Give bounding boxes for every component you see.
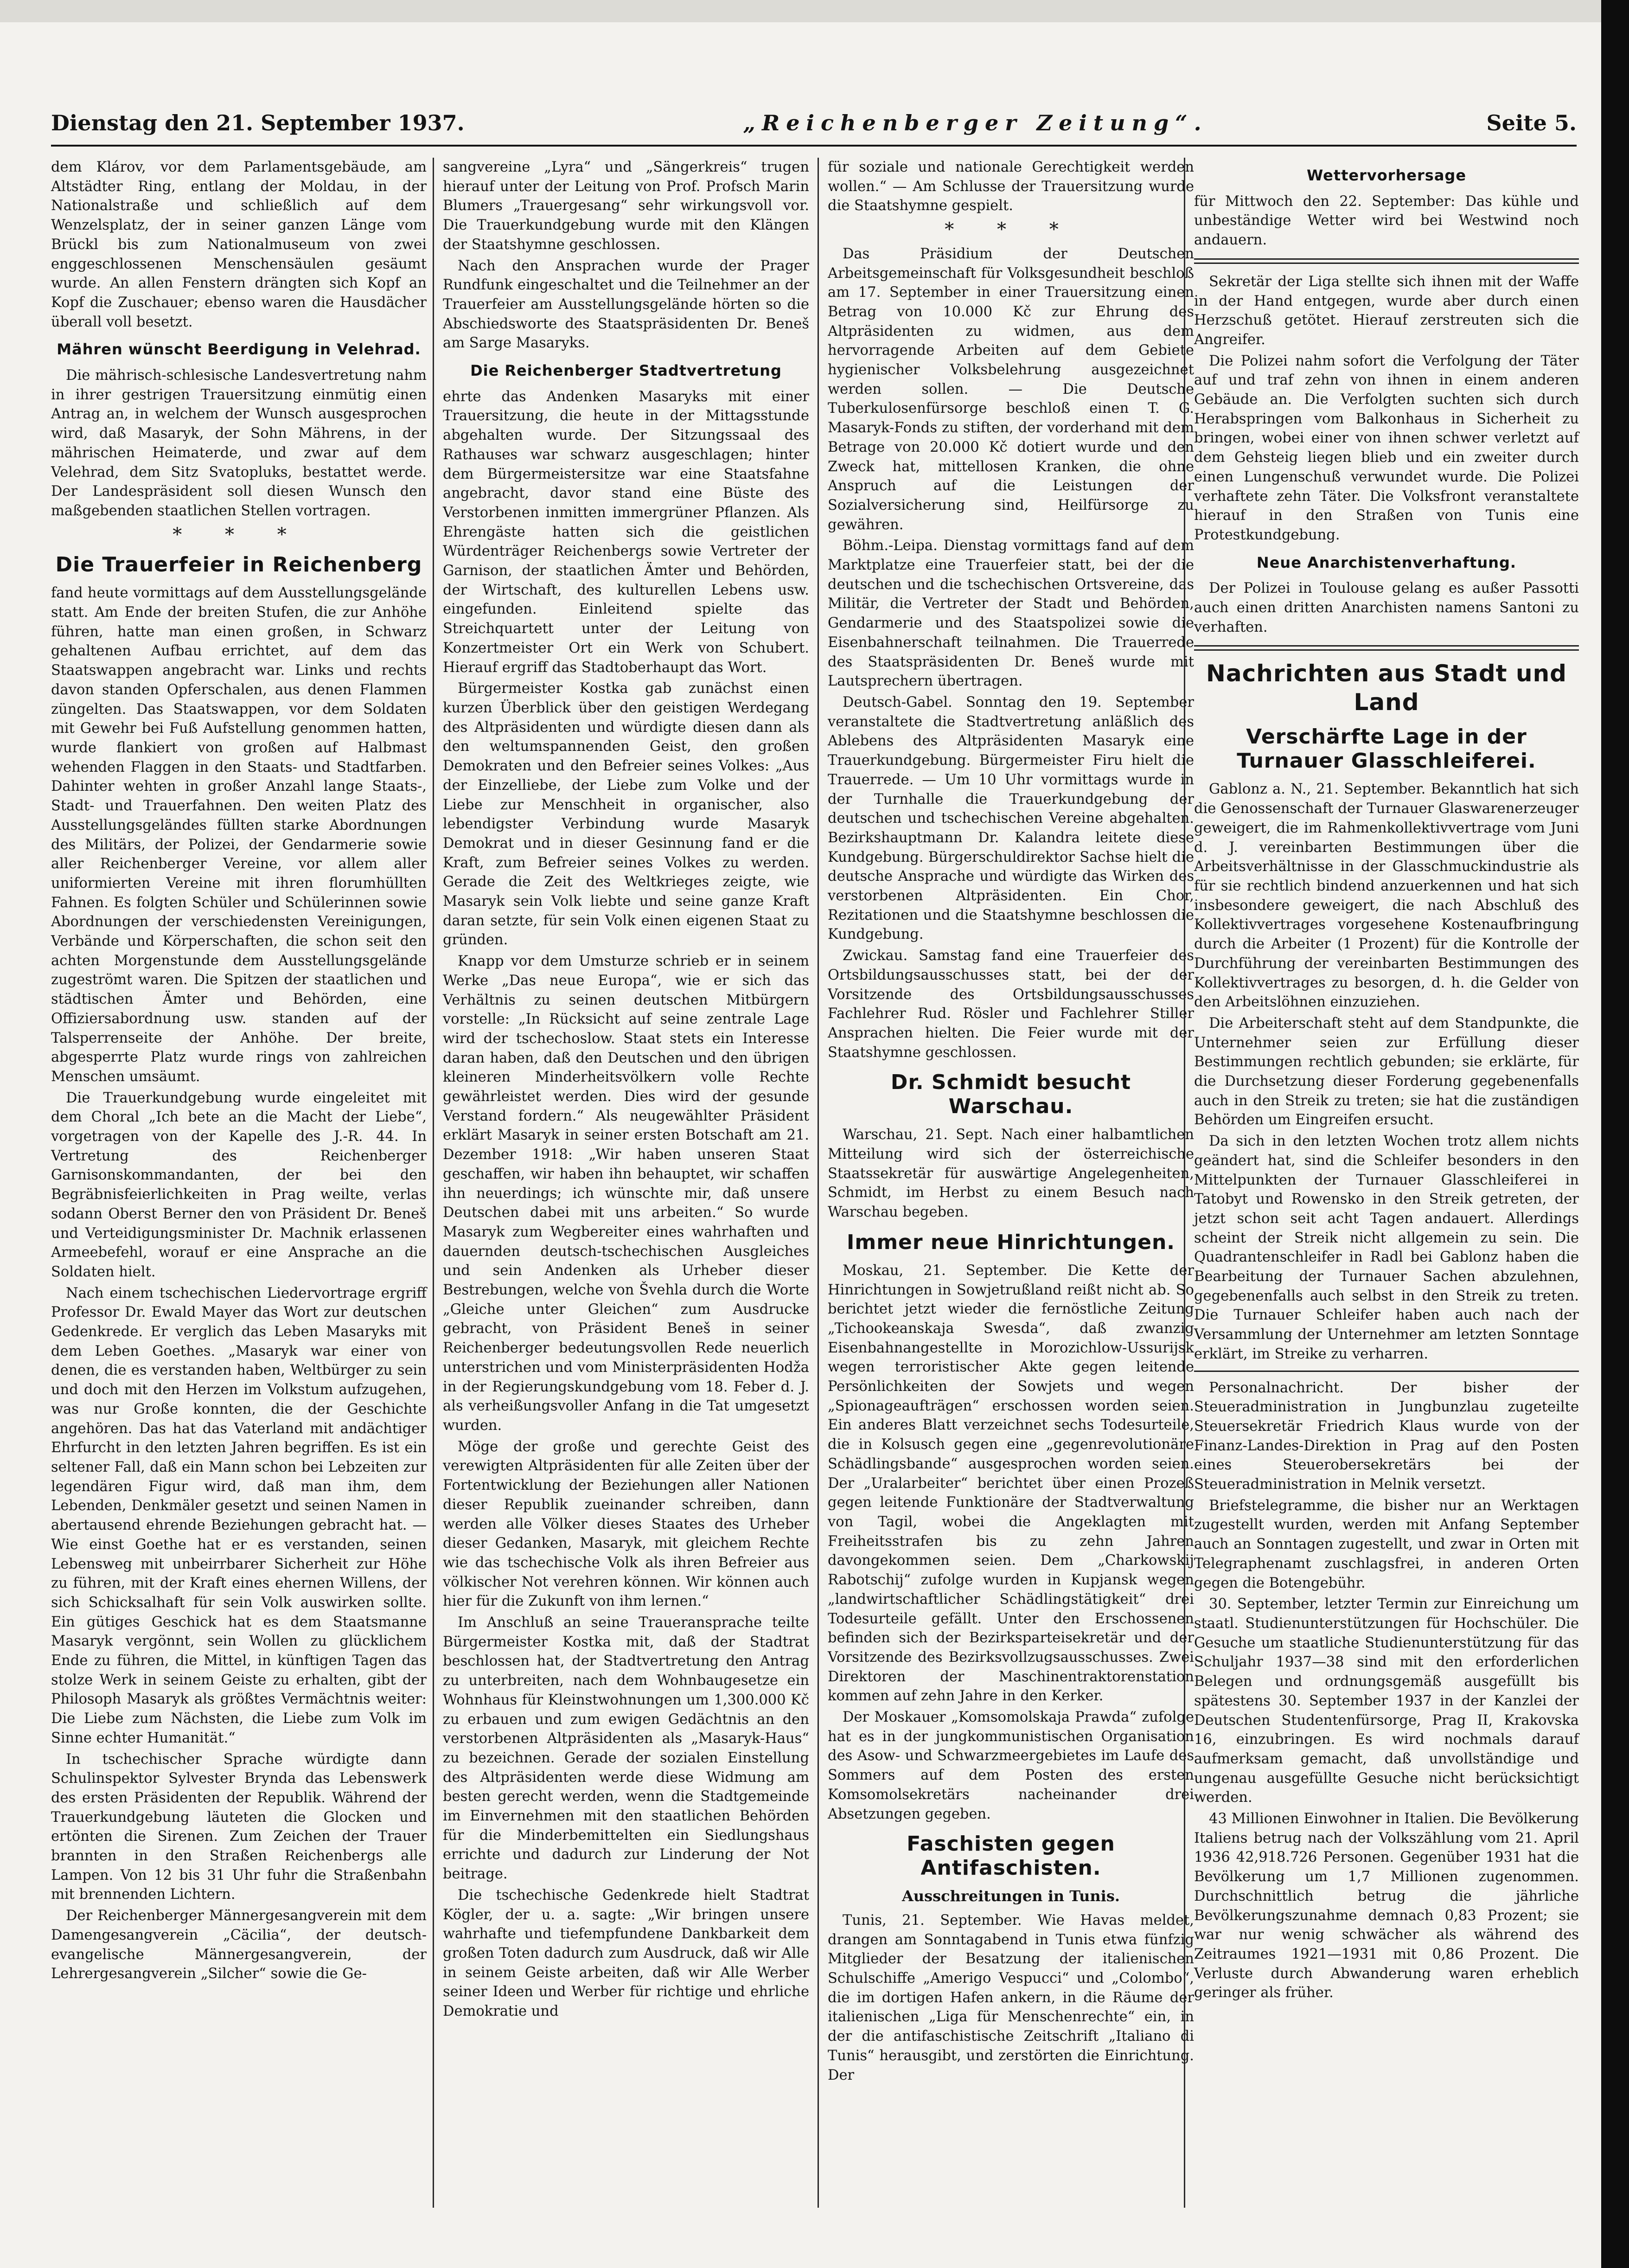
section-separator: * * * [172,524,305,545]
section-rule [1194,1371,1579,1372]
weather-forecast: für Mittwoch den 22. September: Das kühle und unbeständige Wetter wird bei Westwind noch andauern. [1194,193,1579,249]
section-rule [1194,645,1579,651]
header-rule [51,145,1577,147]
scan-right-edge [1601,0,1629,2268]
article-paragraph: für soziale und nationale Gerechtigkeit werden wollen.“ — Am Schlusse der Trauersitzung wurde die Staatshymne gespielt. [828,159,1194,214]
article-paragraph: Bürgermeister Kostka gab zunächst einen kurzen Überblick über den geistigen Werdegang des Altpräsidenten und würdigte diesen dann als den weltumspannenden Geist, den großen Demokraten und den Befreier seines Volkes: „Aus der Einzelliebe, der Liebe zum Volke und der Liebe zur Menschheit in organischer, also lebendigster Verbindung wurde Masaryk Demokrat und in dieser Gesinnung fand er die Kraft, zum Befreier seines Volkes zu werden. Gerade die Zeit des Weltkrieges zeigte, wie Masaryk sein Volk liebte und seine ganze Kraft daran setzte, für sein Volk einen eigenen Staat zu gründen. [443,680,809,948]
news-item: 43 Millionen Einwohner in Italien. Die Bevölkerung Italiens betrug nach der Volkszählung vom 21. April 1936 42,918.726 Personen. Gegenüber 1931 hat die Bevölkerung um 1,7 Millionen zugenommen. Durchschnittlich betrug die jährliche Bevölkerungszunahme demnach 0,83 Prozent; sie war nur wenig schwächer als während des Zeitraumes 1921—1931 mit 0,86 Prozent. Die Verluste durch Abwanderung waren erheblich geringer als früher. [1194,1811,1579,2001]
article-paragraph: Warschau, 21. Sept. Nach einer halbamtlichen Mitteilung wird sich der österreichische Staatssekretär für auswärtige Angelegenheiten, Schmidt, im Herbst zu einem Besuch nach Warschau begeben. [828,1127,1194,1221]
article-paragraph: Im Anschluß an seine Traueransprache teilte Bürgermeister Kostka mit, daß der Stadtrat beschlossen hat, der Stadtvertretung den Antrag zu unterbreiten, nach dem Wohnbaugesetze ein Wohnhaus für Kleinstwohnungen um 1,300.000 Kč zu erbauen und zum ewigen Gedächtnis an den verstorbenen Altpräsidenten als „Masaryk-Haus“ zu bezeichnen. Gerade der sozialen Einstellung des Altpräsidenten werde diese Widmung am besten gerecht werden, wenn die Stadtgemeinde im Einvernehmen mit den staatlichen Behörden für die Minderbemittelten ein Siedlungshaus errichte und dadurch zur Linderung der Not beitrage. [443,1615,809,1883]
header-date: Dienstag den 21. September 1937. [51,110,465,135]
news-item: Personalnachricht. Der bisher der Steueradministration in Jungbunzlau zugeteilte Steuersekretär Friedrich Klaus wurde von der Finanz-Landes-Direktion in Prag auf den Posten eines Steuerobersekretärs bei der Steueradministration in Melnik versetzt. [1194,1379,1579,1493]
article-paragraph: Da sich in den letzten Wochen trotz allem nichts geändert hat, sind die Schleifer besonders in den Mittelpunkten der Turnauer Glasschleiferei in Tatobyt und Rowensko in den Streik getreten, der jetzt schon seit acht Tagen andauert. Allerdings scheint der Streik nicht allgemein zu sein. Die Quadrantenschleifer in Radl bei Gablonz haben die Bearbeitung der Turnauer Sachen abzulehnen, gegebenenfalls auch selbst in den Streik zu treten. Die Turnauer Schleifer haben auch nach der Versammlung der Unternehmer am letzten Sonntage erklärt, im Streike zu verharren. [1194,1133,1579,1362]
article-paragraph: Der Moskauer „Komsomolskaja Prawda“ zufolge hat es in der jungkommunistischen Organisation des Asow- und Schwarzmeergebietes im Laufe des Sommers auf dem Posten des ersten Komsomolsekretärs nacheinander drei Absetzungen gegeben. [828,1709,1194,1822]
article-paragraph: Nach den Ansprachen wurde der Prager Rundfunk eingeschaltet und die Teilnehmer an der Trauerfeier am Ausstellungsgelände hörten so die Abschiedsworte des Staatspräsidenten Dr. Beneš am Sarge Masaryks. [443,257,809,352]
article-subheadline: Ausschreitungen in Tunis. [902,1887,1120,1905]
article-paragraph: Möge der große und gerechte Geist des verewigten Altpräsidenten für alle Zeiten über der Fortentwicklung der Beziehungen aller Nationen dieser Republik zueinander schreiben, dann werden alle Völker dieses Staates des Urheber dieser Gedanken, Masaryk, mit gleichem Rechte wie das tschechische Volk als ihren Befreier aus völkischer Not verehren können. Wir können auch hier für die Zukunft von ihm lernen.“ [443,1438,809,1610]
article-paragraph: fand heute vormittags auf dem Ausstellungsgelände statt. Am Ende der breiten Stufen, die zur Anhöhe führen, hatte man einen großen, in Schwarz gehaltenen Aufbau errichtet, auf dem das Staatswappen angebracht war. Links und rechts davon standen Opferschalen, aus denen Flammen züngelten. Das Staatswappen, vor dem Soldaten mit Gewehr bei Fuß Aufstellung genommen hatten, wurde flankiert von großen auf Halbmast wehenden Flaggen in den Staats- und Stadtfarben. Dahinter wehten in großer Anzahl lange Staats-, Stadt- und Trauerfahnen. Den weiten Platz des Ausstellungsgeländes füllten starke Abordnungen des Militärs, der Polizei, der Gendarmerie sowie aller Reichenberger Vereine, vor allem aller uniformierten Vereine mit ihren florumhüllten Fahnen. Es folgten Schüler und Schülerinnen sowie Abordnungen der verschiedensten Vereinigungen, Verbände und Körperschaften, die schon seit den achten Morgenstunde dem Ausstellungsgelände zugeströmt waren. Die Spitzen der staatlichen und städtischen Ämter und Behörden, eine Offiziersabordnung usw. standen auf der Talsperrenseite der Anhöhe. Der breite, abgesperrte Platz wurde rings von zahlreichen Menschen umsäumt. [51,585,427,1085]
article-headline: Verschärfte Lage in der Turnauer Glasschleiferei. [1237,725,1536,773]
article-headline: Faschisten gegen Antifaschisten. [907,1832,1115,1880]
section-separator: * * * [945,219,1077,241]
article-paragraph: Knapp vor dem Umsturze schrieb er in seinem Werke „Das neue Europa“, wie er sich das Verhältnis zu seinen deutschen Mitbürgern vorstelle: „In Rücksicht auf seine zentrale Lage wird der tschechoslow. Staat stets ein Interesse daran haben, daß den Deutschen und den übrigen kleineren Minderheitsvölkern volle Rechte gewährleistet werden. Dies wird der gesunde Verstand fordern.“ Als neugewählter Präsident erklärt Masaryk in seiner ersten Botschaft am 21. Dezember 1918: „Wir haben unseren Staat geschaffen, wir haben ihn behauptet, wir schaffen ihn neuerdings; ich wünschte mir, daß unsere Deutschen dabei mit uns arbeiten.“ So wurde Masaryk zum Wegbereiter eines wahrhaften und dauernden deutsch-tschechischen Ausgleiches und sein Andenken als Urheber dieser Bestrebungen, welche von Švehla durch die Worte „Gleiche unter Gleichen“ zum Ausdrucke gebracht, von Präsident Beneš in seiner Reichenberger bedeutungsvollen Rede neuerlich unterstrichen und vom Ministerpräsidenten Hodža in der Regierungskundgebung vom 18. Feber d. J. als verheißungsvoller Anfang in die Tat umgesetzt wurden. [443,953,809,1434]
article-paragraph: Gablonz a. N., 21. September. Bekanntlich hat sich die Genossenschaft der Turnauer Glaswarenerzeuger geweigert, die im Rahmenkollektivvertrage vom Juni d. J. vereinbarten Bestimmungen über die Arbeitsverhältnisse in der Glasschmuckindustrie als für sie rechtlich bindend anzuerkennen und hat sich insbesondere geweigert, die nach Abschluß des Kollektivvertrages vorgesehene Kostenaufbringung durch die Arbeiter (1 Prozent) für die Kontrolle der Durchführung der vereinbarten Bestimmungen des Kollektivvertrages zu besorgen, d. h. die Gelder von den Arbeitslöhnen einzuziehen. [1194,781,1579,1011]
article-paragraph: Die Trauerkundgebung wurde eingeleitet mit dem Choral „Ich bete an die Macht der Liebe“, vorgetragen von der Kapelle des J.-R. 44. In Vertretung des Reichenberger Garnisonskommandanten, der bei den Begräbnisfeierlichkeiten in Prag weilte, verlas sodann Oberst Berner den von Präsident Dr. Beneš und Verteidigungsminister Dr. Machnik erlassenen Armeebefehl, worauf er eine Ansprache an die Soldaten hielt. [51,1089,427,1280]
section-rule [1194,258,1579,264]
article-paragraph: Nach einem tschechischen Liedervortrage ergriff Professor Dr. Ewald Mayer das Wort zur deutschen Gedenkrede. Er verglich das Leben Masaryks mit dem Leben Goethes. „Masaryk war einer von denen, die es verstanden haben, Weltbürger zu sein und doch mit den Herzen im Volkstum aufzugehen, was nur Große konnten, die der Geschichte angehören. Das hat das Vaterland mit andächtiger Ehrfurcht in den letzten Jahren begriffen. Es ist ein seltener Fall, daß ein Mann schon bei Lebzeiten zur legendären Figur wird, daß man ihm, dem Lebenden, Denkmäler gesetzt und seinen Namen in abertausend ehrende Beziehungen gebracht hat. — Wie einst Goethe hat er es verstanden, seinen Lebensweg mit unbeirrbarer Sicherheit zur Höhe zu führen, mit der Kraft eines ehernen Willens, der sich Schicksalhaft für sein Volk auswirken sollte. Ein gütiges Geschick hat es dem Staatsmanne Masaryk vergönnt, sein Wollen zu glücklichem Ende zu führen, die Mittel, in künftigen Tagen das stolze Werk in seinem Geiste zu erhalten, gibt der Philosoph Masaryk als größtes Vermächtnis weiter: Die Liebe zum Nächsten, die Liebe zum Volk im Sinne echter Humanität.“ [51,1285,427,1746]
article-paragraph: Die tschechische Gedenkrede hielt Stadtrat Kögler, der u. a. sagte: „Wir bringen unsere wahrhafte und tiefempfundene Dankbarkeit dem großen Toten dadurch zum Ausdruck, daß wir Alle in seinem Geiste arbeiten, daß wir Alle Werber seiner Ideen und Werber für richtige und ehrliche Demokratie und [443,1887,809,2020]
article-headline: Mähren wünscht Beerdigung in Velehrad. [57,340,421,359]
article-paragraph: dem Klárov, vor dem Parlamentsgebäude, am Altstädter Ring, entlang der Moldau, in der Nationalstraße und schließlich auf dem Wenzelsplatz, der in seiner ganzen Länge vom Brückl bis zum Nationalmuseum von zwei enggeschlossenen Menschensäulen gesäumt wurde. An allen Fenstern drängten sich Kopf an Kopf die Zuschauer; ebenso waren die Hausdächer überall voll besetzt. [51,159,427,330]
header-newspaper-title: „Reichenberger Zeitung“. [743,110,1208,135]
article-headline: Dr. Schmidt besucht Warschau. [890,1070,1131,1119]
article-paragraph: Moskau, 21. September. Die Kette der Hinrichtungen in Sowjetrußland reißt nicht ab. So berichtet jetzt wieder die fernöstliche Zeitung „Tichookeanskaja Swesda“, daß zwanzig Eisenbahnangestellte in Morozichlow-Ussurijsk wegen terroristischer Akte gegen leitende Persönlichkeiten der Sowjets und wegen „Spionageaufträgen“ erschossen worden seien. Ein anderes Blatt verzeichnet sechs Todesurteile, die in Kolsusch gegen eine „gegenrevolutionäre Schädlingsbande“ ausgesprochen worden seien. Der „Uralarbeiter“ berichtet über einen Prozeß gegen leitende Funktionäre der Stadtverwaltung von Tagil, wobei die Angeklagten mit Freiheitsstrafen bis zu zehn Jahren davongekommen seien. Dem „Charkowskij Rabotschij“ zufolge wurden in Kupjansk wegen „landwirtschaftlicher Schädlingstätigkeit“ drei Todesurteile gefällt. Unter den Erschossenen befinden sich der Bezirksparteisekretär und der Vorsitzende des Bezirksvollzugsausschusses. Zwei Direktoren der Maschinentraktorenstation kommen auf zehn Jahre in den Kerker. [828,1262,1194,1704]
article-paragraph: Das Präsidium der Deutschen Arbeitsgemeinschaft für Volksgesundheit beschloß am 17. September in einer Trauersitzung einen Betrag von 10.000 Kč zur Ehrung des Altpräsidenten zu widmen, aus dem hervorragende Arbeiten auf dem Gebiete hygienischer Volksbelehrung ausgezeichnet werden sollen. — Die Deutsche Tuberkulosenfürsorge beschloß einen T. G. Masaryk-Fonds zu stiften, der vorderhand mit dem Betrage von 20.000 Kč dotiert wurde und den Zweck hat, mittellosen Kranken, die ohne Anspruch auf die Leistungen der Sozialversicherung sind, Heilfürsorge zu gewähren. [828,245,1194,533]
article-paragraph: Sekretär der Liga stellte sich ihnen mit der Waffe in der Hand entgegen, wurde aber durch einen Herzschuß getötet. Hierauf zerstreuten sich die Angreifer. [1194,273,1579,348]
column-4 [1194,158,1579,2005]
article-paragraph: ehrte das Andenken Masaryks mit einer Trauersitzung, die heute in der Mittagsstunde abgehalten wurde. Der Sitzungssaal des Rathauses war schwarz ausgeschlagen; hinter dem Bürgermeistersitze war eine Staatsfahne angebracht, davor stand eine Büste des Verstorbenen inmitten immergrüner Pflanzen. Als Ehrengäste hatten sich die geistlichen Würdenträger Reichenbergs sowie Vertreter der Garnison, der staatlichen Ämter und Behörden, der Wirtschaft, des kulturellen Lebens usw. eingefunden. Einleitend spielte das Streichquartett unter der Leitung von Konzertmeister Ort ein Werk von Schubert. Hierauf ergriff das Stadtoberhaupt das Wort. [443,388,809,676]
news-item: Briefstelegramme, die bisher nur an Werktagen zugestellt wurden, werden mit Anfang September auch an Sonntagen zugestellt, und zwar in Orten mit Telegraphenamt zuschlagsfrei, in anderen Orten gegen die Botengebühr. [1194,1497,1579,1591]
article-paragraph: Der Reichenberger Männergesangverein mit dem Damengesangverein „Cäcilia“, der deutsch-evangelische Männergesangverein, der Lehrergesangverein „Silcher“ sowie die Ge- [51,1908,427,1982]
article-headline: Neue Anarchistenverhaftung. [1256,553,1517,571]
article-paragraph: Böhm.-Leipa. Dienstag vormittags fand auf dem Marktplatze eine Trauerfeier statt, bei der die deutschen und die tschechischen Ortsvereine, das Militär, die Vertreter der Stadt und Behörden, Gendarmerie und des Staatspolizei sowie die Eisenbahnerschaft teilnahmen. Die Trauerrede des Staatspräsidenten Dr. Beneš wurde mit Lautsprechern übertragen. [828,538,1194,690]
article-paragraph: In tschechischer Sprache würdigte dann Schulinspektor Sylvester Brynda das Lebenswerk des ersten Präsidenten der Republik. Während der Trauerkundgebung läuteten die Glocken und ertönten die Sirenen. Zum Zeichen der Trauer brannten in den Straßen Reichenbergs alle Lampen. Von 12 bis 31 Uhr fuhr die Straßenbahn mit brennenden Lichtern. [51,1751,427,1903]
article-paragraph: Die Polizei nahm sofort die Verfolgung der Täter auf und traf zehn von ihnen in einem anderen Gebäude an. Die Verfolgten suchten sich durch Herabspringen vom Balkonhaus in Sicherheit zu bringen, wobei einer von ihnen schwer verletzt auf dem Gehsteig liegen blieb und ein zweiter durch einen Lungenschuß verwundet wurde. Die Polizei verhaftete zehn Täter. Die Volksfront veranstaltete hierauf in den Straßen von Tunis eine Protestkundgebung. [1194,352,1579,543]
article-paragraph: Deutsch-Gabel. Sonntag den 19. September veranstaltete die Stadtvertretung anläßlich des Ablebens des Altpräsidenten Masaryk eine Trauerkundgebung. Bürgermeister Firu hielt die Trauerrede. — Um 10 Uhr vormittags wurde in der Turnhalle die Trauerkundgebung der deutschen und tschechischen Vereine abgehalten. Bezirkshauptmann Dr. Kalandra leitete diese Kundgebung. Bürgerschuldirektor Sachse hielt die deutsche Ansprache und würdigte das Wirken des verstorbenen Altpräsidenten. Ein Chor, Rezitationen und die Staatshymne beschlossen die Kundgebung. [828,694,1194,943]
article-paragraph: Die mährisch-schlesische Landesvertretung nahm in ihrer gestrigen Trauersitzung einmütig einen Antrag an, in welchem der Wunsch ausgesprochen wird, daß Masaryk, der Sohn Mährens, in der mährischen Heimaterde, und zwar auf dem Velehrad, dem Sitz Svatopluks, bestattet werde. Der Landespräsident soll diesen Wunsch den maßgebenden staatlichen Stellen vortragen. [51,367,427,519]
article-paragraph: Zwickau. Samstag fand eine Trauerfeier des Ortsbildungsausschusses statt, bei der der Vorsitzende des Ortsbildungsausschusses Fachlehrer Rud. Rösler und Fachlehrer Stiller Ansprachen hielten. Die Feier wurde mit der Staatshymne geschlossen. [828,948,1194,1061]
article-paragraph: Tunis, 21. September. Wie Havas meldet, drangen am Sonntagabend in Tunis etwa fünfzig Mitglieder der Besatzung der italienischen Schulschiffe „Amerigo Vespucci“ und „Colombo“, die im dortigen Hafen ankern, in die Räume der italienischen „Liga für Menschenrechte“ ein, in der die antifaschistische Zeitschrift „Italiano di Tunis“ herausgibt, und zerstörten die Einrichtung. Der [828,1912,1194,2083]
header-page-number: Seite 5. [1486,110,1577,135]
article-headline: Die Trauerfeier in Reichenberg [55,553,422,577]
article-headline: Immer neue Hinrichtungen. [846,1230,1175,1254]
column-3 [828,158,1194,2087]
article-paragraph: sangvereine „Lyra“ und „Sängerkreis“ trugen hierauf unter der Leitung von Prof. Profsch Marin Blumers „Trauergesang“ sehr wirkungsvoll vor. Die Trauerkundgebung wurde mit den Klängen der Staatshymne geschlossen. [443,159,809,253]
column-1 [51,158,427,1986]
article-paragraph: Der Polizei in Toulouse gelang es außer Passotti auch einen dritten Anarchisten namens Santoni zu verhaften. [1194,580,1579,635]
article-headline: Die Reichenberger Stadtvertretung [470,362,782,380]
scan-top-margin [0,0,1629,22]
column-rule [433,158,434,2208]
weather-headline: Wettervorhersage [1306,167,1467,184]
news-item: 30. September, letzter Termin zur Einreichung um staatl. Studienunterstützungen für Hochschüler. Die Gesuche um staatliche Studienunterstützung für das Schuljahr 1937—38 sind mit den erforderlichen Belegen und ordnungsgemäß ausgefüllt bis spätestens 30. September 1937 in der Kanzlei der Deutschen Studentenfürsorge, Prag II, Krakovska 16, einzubringen. Es wird nochmals darauf aufmerksam gemacht, daß unvollständige und ungenau ausgefüllte Gesuche nicht berücksichtigt werden. [1194,1596,1579,1806]
page-header [51,102,1577,144]
article-paragraph: Die Arbeiterschaft steht auf dem Standpunkte, die Unternehmer seien zur Erfüllung dieser Bestimmungen rechtlich gebunden; sie erklärte, für die Durchsetzung dieser Forderung gegebenenfalls auch in den Streik zu treten; sie hat die zuständigen Behörden um Eingreifen ersucht. [1194,1015,1579,1128]
column-rule [818,158,819,2208]
column-2 [443,158,809,2023]
section-headline: Nachrichten aus Stadt und Land [1206,660,1567,716]
